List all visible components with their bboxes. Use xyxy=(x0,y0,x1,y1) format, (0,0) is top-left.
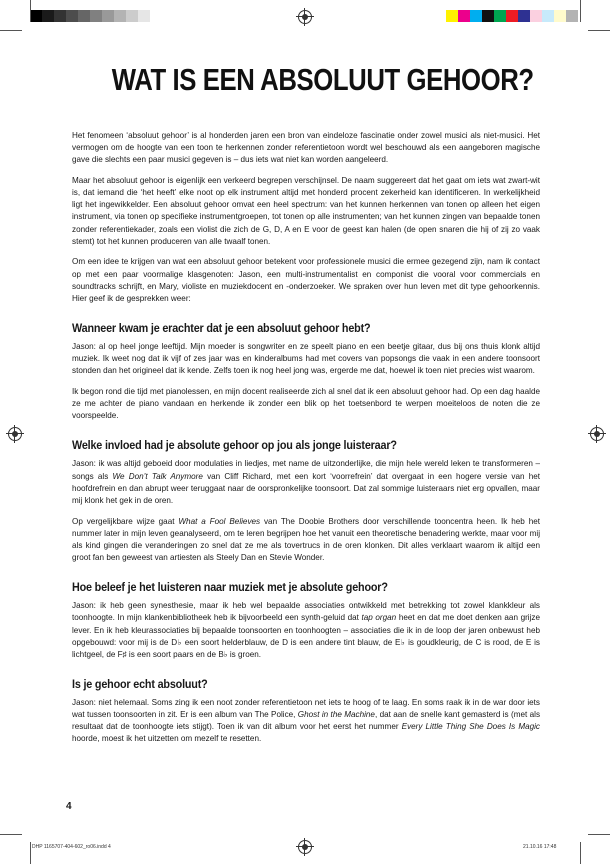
crop-mark xyxy=(0,30,22,31)
section-heading: Is je gehoor echt absoluut? xyxy=(72,677,208,691)
crop-mark xyxy=(30,842,31,864)
paragraph xyxy=(72,697,540,746)
text-run: hoorde, moest ik het uitzetten om mezelf te resetten. xyxy=(72,734,262,744)
page-title: WAT IS EEN ABSOLUUT GEHOOR? xyxy=(111,62,534,97)
registration-mark-icon xyxy=(298,840,312,854)
sound-name: tap organ xyxy=(361,613,397,623)
intro-paragraph: Maar het absoluut gehoor is eigenlijk een verkeerd begrepen verschijnsel. De naam suggereert dat het gaat om iets wat zwart-wit is, dat iemand die ‘het heeft’ elke noot op elk instrument altijd met honderd procent zekerheid kan identificeren. In werkelijkheid ligt het ingewikkelder. Een absoluut gehoor omvat een heel spectrum: van het kunnen herkennen van tonen op alleen het eigen instrument, via tonen op specifieke instrumentgroepen, tot tonen op alle instrumenten; van het kunnen zingen van bepaalde tonen zonder referentiekader, zoals een violist die zich de G, D, A en E voor de geest kan halen (de open snaren die hij of zij zo vaak stemt) tot het kunnen produceren van alle twaalf tonen. xyxy=(72,175,540,246)
crop-mark xyxy=(30,0,31,22)
song-title: Every Little Thing She Does Is Magic xyxy=(401,722,540,732)
song-title: What a Fool Believes xyxy=(178,516,261,526)
section-heading: Hoe beleef je het luisteren naar muziek met je absolute gehoor? xyxy=(72,580,388,595)
section-heading: Welke invloed had je absolute gehoor op jou als jonge luisteraar? xyxy=(72,438,397,453)
text-run: heet en dat me doet denken aan grijze lever. En ik heb kleurassociaties bij bepaalde toonsoorten en toonhoogten – associaties die ik in de loop der jaren onbewust heb opgebouwd: voor mij is de D♭ een soort helderblauw, de D is een andere tint blauw, de E♭ is goudkleurig, de C is rood, de E is lichtgeel, de F♯ is een soort paars en de B♭ is groen. xyxy=(72,613,540,659)
print-slug-file: DHP 1165707-404-602_ro06.indd 4 xyxy=(32,844,111,850)
intro-paragraph: Het fenomeen ‘absoluut gehoor’ is al honderden jaren een bron van eindeloze fascinatie onder zowel musici als niet-musici. Het vermogen om de hoogte van een toon te herkennen zonder referentietoon wordt wel beschouwd als een aangeboren magische gave die slechts een paar musici gegeven is – dus iets wat niet kan worden aangeleerd. xyxy=(72,131,540,165)
paragraph: Jason: al op heel jonge leeftijd. Mijn moeder is songwriter en ze speelt piano en een beetje gitaar, dus bij ons thuis klonk altijd muziek. Ik weet nog dat ik vijf of zes jaar was en kinderalbums had met covers van popsongs die vaak in een andere toonsoort stonden dan het origineel dat ik kende. Zelfs toen ik nog heel jong was, ergerde me dat, hoewel ik toen niet precies wist waarom. xyxy=(72,342,540,376)
crop-mark xyxy=(580,842,581,864)
paragraph xyxy=(72,600,540,661)
intro-paragraph: Om een idee te krijgen van wat een absoluut gehoor betekent voor professionele musici die ermee gezegend zijn, nam ik contact op met een paar voormalige klasgenoten: Jason, een multi-instrumentalist en componist die vooral voor commercials en soundtracks schrijft, en Mary, violiste en muziekdocent en -onderzoeker. We spraken over hun leven met dit type gehoorkennis. Hier geef ik de gesprekken weer: xyxy=(72,257,540,303)
paragraph xyxy=(72,458,540,507)
section-heading: Wanneer kwam je erachter dat je een absoluut gehoor hebt? xyxy=(72,321,371,336)
grayscale-color-bar xyxy=(30,10,150,22)
crop-mark xyxy=(580,0,581,22)
text-run: , dat aan de snelle kant gemasterd is (met als resultaat dat de toonhoogte iets stijgt). Toen ik van dit album voor het eerst het nummer xyxy=(72,710,541,732)
registration-mark-icon xyxy=(298,10,312,24)
crop-mark xyxy=(588,30,610,31)
page-number: 4 xyxy=(66,801,72,812)
text-run: van Cliff Richard, met een kort ‘voorrefrein’ dat overgaat in een hogere versie van het hoofdrefrein en dan abrupt weer teruggaat naar de oorspronkelijke toonsoort. Dat zal sommige luisteraars niet erg opvallen, maar mij klonk het gek in de oren. xyxy=(72,471,540,505)
registration-mark-icon xyxy=(8,427,22,441)
text-run: Jason: niet helemaal. Soms zing ik een noot zonder referentietoon net iets te hoog of te laag. En soms raak ik in de war door iets wat tussen toonsoorten in zit. Er is een album van The Police, xyxy=(72,698,540,720)
article xyxy=(72,62,540,754)
text-run: Op vergelijkbare wijze gaat xyxy=(72,516,179,526)
text-run: Jason: ik heb geen synesthesie, maar ik heb wel bepaalde associaties ontwikkeld met betrekking tot zowel klankkleur als toonhoogte. In mijn klankenbibliotheek heb ik bijvoorbeeld een synth-geluid dat xyxy=(72,601,540,623)
paragraph: Ik begon rond die tijd met pianolessen, en mijn docent realiseerde zich al snel dat ik een absoluut gehoor had. Op een dag haalde ze me achter de piano vandaan en herkende ik zonder een blik op het toetsenbord te werpen moeiteloos de noten die ze voorspeelde. xyxy=(72,387,540,421)
crop-mark xyxy=(0,834,22,835)
registration-mark-icon xyxy=(590,427,604,441)
album-title: Ghost in the Machine xyxy=(297,710,375,720)
crop-mark xyxy=(588,834,610,835)
text-run: Jason: ik was altijd geboeid door modulaties in liedjes, met name de uitzonderlijke, die mijn hele wereld leken te transformeren – songs als xyxy=(72,459,540,481)
song-title: We Don’t Talk Anymore xyxy=(112,471,203,481)
print-slug-date: 21.10.16 17:48 xyxy=(523,844,557,850)
paragraph xyxy=(72,516,540,565)
cmyk-color-bar xyxy=(446,10,578,22)
text-run: van The Doobie Brothers door verschillende tooncentra heen. Ik heb het nummer later in mijn leven geanalyseerd, om te leren begrijpen hoe het vanuit een theoretische benadering werkte, maar voor mij als kind gingen die veranderingen zo snel dat ze me als tovertrucs in de oren klonken. Dit alles verklaart waarom ik altijd een groot fan ben geweest van artiesten als Steely Dan en Stevie Wonder. xyxy=(72,516,540,563)
